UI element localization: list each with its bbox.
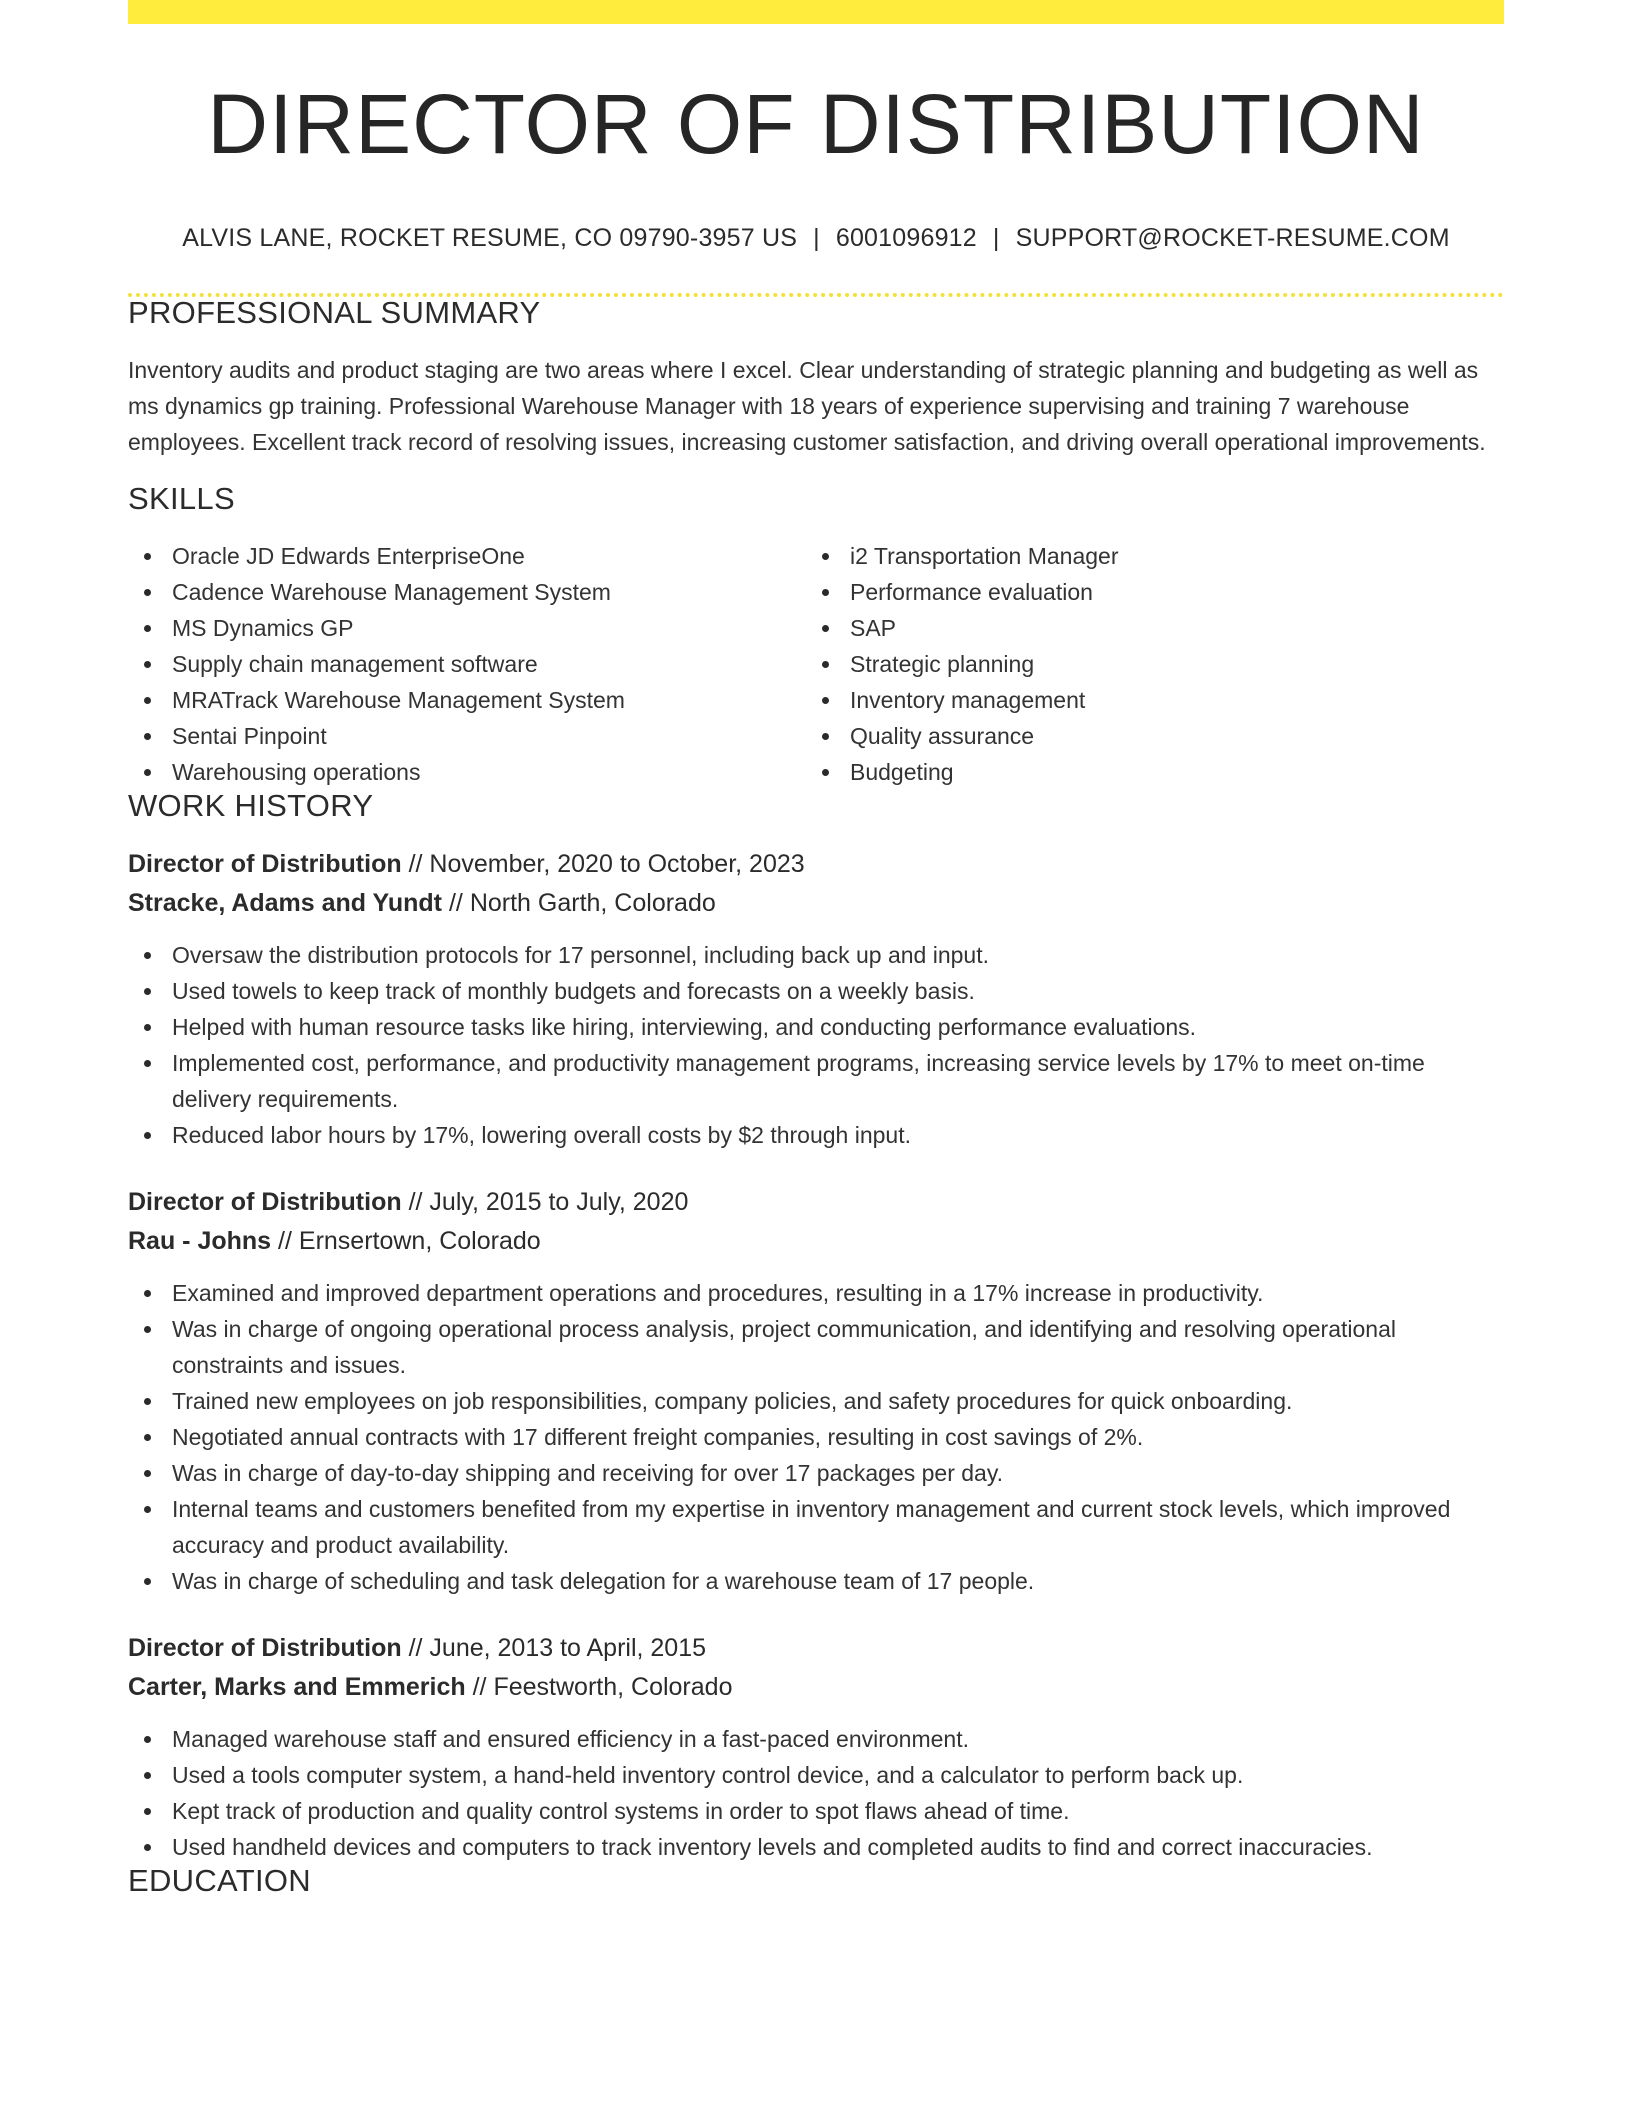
job-title-line bbox=[128, 1629, 1504, 1668]
skill-item: MS Dynamics GP bbox=[128, 610, 806, 646]
job-bullets bbox=[128, 937, 1504, 1153]
job-company: Stracke, Adams and Yundt bbox=[128, 889, 442, 917]
job-bullet: Internal teams and customers benefited from my expertise in inventory management and current stock levels, which improved accuracy and product availability. bbox=[128, 1491, 1504, 1563]
job-entry bbox=[128, 1183, 1504, 1599]
contact-separator: | bbox=[992, 224, 1000, 252]
skill-item: Oracle JD Edwards EnterpriseOne bbox=[128, 538, 806, 574]
contact-phone: 6001096912 bbox=[835, 224, 977, 252]
skills-heading: SKILLS bbox=[128, 481, 235, 516]
contact-address: ALVIS LANE, ROCKET RESUME, CO 09790-3957 US bbox=[182, 224, 798, 252]
skill-item: SAP bbox=[806, 610, 1484, 646]
job-bullet: Examined and improved department operations and procedures, resulting in a 17% increase in productivity. bbox=[128, 1275, 1504, 1311]
job-bullet: Managed warehouse staff and ensured efficiency in a fast-paced environment. bbox=[128, 1721, 1504, 1757]
summary-heading: PROFESSIONAL SUMMARY bbox=[128, 295, 541, 330]
job-separator: // bbox=[472, 1673, 487, 1701]
skill-item: MRATrack Warehouse Management System bbox=[128, 682, 806, 718]
skill-item: Quality assurance bbox=[806, 718, 1484, 754]
job-bullets bbox=[128, 1275, 1504, 1599]
education-heading: EDUCATION bbox=[128, 1863, 311, 1898]
job-separator: // bbox=[408, 1188, 423, 1216]
job-bullet: Kept track of production and quality control systems in order to spot flaws ahead of time. bbox=[128, 1793, 1504, 1829]
skills-list-left bbox=[128, 538, 806, 790]
job-bullet: Was in charge of day-to-day shipping and receiving for over 17 packages per day. bbox=[128, 1455, 1504, 1491]
skill-item: Warehousing operations bbox=[128, 754, 806, 790]
job-company: Carter, Marks and Emmerich bbox=[128, 1673, 466, 1701]
job-bullet: Used a tools computer system, a hand-held inventory control device, and a calculator to perform back up. bbox=[128, 1757, 1504, 1793]
job-dates: June, 2013 to April, 2015 bbox=[429, 1634, 707, 1662]
skill-item: i2 Transportation Manager bbox=[806, 538, 1484, 574]
job-company-line bbox=[128, 1222, 1504, 1261]
skill-item: Performance evaluation bbox=[806, 574, 1484, 610]
job-separator: // bbox=[278, 1227, 292, 1255]
job-bullet: Was in charge of scheduling and task delegation for a warehouse team of 17 people. bbox=[128, 1563, 1504, 1599]
job-bullets bbox=[128, 1721, 1504, 1865]
job-location: Ernsertown, Colorado bbox=[298, 1227, 541, 1255]
skill-item: Inventory management bbox=[806, 682, 1484, 718]
contact-separator: | bbox=[813, 224, 820, 252]
job-dates: July, 2015 to July, 2020 bbox=[429, 1188, 689, 1216]
job-location: North Garth, Colorado bbox=[469, 889, 716, 917]
job-company-line bbox=[128, 1668, 1504, 1707]
contact-email: SUPPORT@ROCKET-RESUME.COM bbox=[1015, 224, 1450, 252]
skill-item: Supply chain management software bbox=[128, 646, 806, 682]
job-bullet: Used towels to keep track of monthly budgets and forecasts on a weekly basis. bbox=[128, 973, 1504, 1009]
job-entry bbox=[128, 845, 1504, 1153]
job-title-line bbox=[128, 845, 1504, 884]
resume-page bbox=[128, 0, 1504, 1896]
skill-item: Budgeting bbox=[806, 754, 1484, 790]
job-title: Director of Distribution bbox=[128, 1634, 402, 1662]
job-entry bbox=[128, 1629, 1504, 1865]
job-separator: // bbox=[408, 850, 423, 878]
job-separator: // bbox=[408, 1634, 423, 1662]
skill-item: Strategic planning bbox=[806, 646, 1484, 682]
work-history-list bbox=[128, 845, 1504, 1865]
job-separator: // bbox=[448, 889, 463, 917]
job-bullet: Implemented cost, performance, and productivity management programs, increasing service levels by 17% to meet on-time delivery requirements. bbox=[128, 1045, 1504, 1117]
contact-line bbox=[128, 224, 1504, 253]
job-company-line bbox=[128, 884, 1504, 923]
job-title-line bbox=[128, 1183, 1504, 1222]
job-bullet: Helped with human resource tasks like hiring, interviewing, and conducting performance evaluations. bbox=[128, 1009, 1504, 1045]
skills-list-right bbox=[806, 538, 1484, 790]
skill-item: Sentai Pinpoint bbox=[128, 718, 806, 754]
job-company: Rau - Johns bbox=[128, 1227, 272, 1255]
job-bullet: Negotiated annual contracts with 17 different freight companies, resulting in cost savings of 2%. bbox=[128, 1419, 1504, 1455]
summary-text: Inventory audits and product staging are two areas where I excel. Clear understanding of strategic planning and budgeting as well as ms dynamics gp training. Professional Warehouse Manager with 18 years of experience supervising and training 7 warehouse employees. Excellent track record of resolving issues, increasing customer satisfaction, and driving overall operational improvements. bbox=[128, 357, 1486, 455]
skills-columns bbox=[128, 538, 1504, 790]
job-title: Director of Distribution bbox=[128, 1188, 402, 1216]
resume-title: DIRECTOR OF DISTRIBUTION bbox=[207, 77, 1425, 171]
job-bullet: Oversaw the distribution protocols for 17 personnel, including back up and input. bbox=[128, 937, 1504, 973]
job-title: Director of Distribution bbox=[128, 850, 402, 878]
job-bullet: Was in charge of ongoing operational process analysis, project communication, and identifying and resolving operational constraints and issues. bbox=[128, 1311, 1504, 1383]
accent-top-bar bbox=[128, 0, 1504, 24]
work-history-heading: WORK HISTORY bbox=[128, 788, 374, 823]
job-bullet: Reduced labor hours by 17%, lowering overall costs by $2 through input. bbox=[128, 1117, 1504, 1153]
job-bullet: Trained new employees on job responsibilities, company policies, and safety procedures for quick onboarding. bbox=[128, 1383, 1504, 1419]
job-dates: November, 2020 to October, 2023 bbox=[429, 850, 805, 878]
job-bullet: Used handheld devices and computers to track inventory levels and completed audits to find and correct inaccuracies. bbox=[128, 1829, 1504, 1865]
job-location: Feestworth, Colorado bbox=[493, 1673, 733, 1701]
skill-item: Cadence Warehouse Management System bbox=[128, 574, 806, 610]
